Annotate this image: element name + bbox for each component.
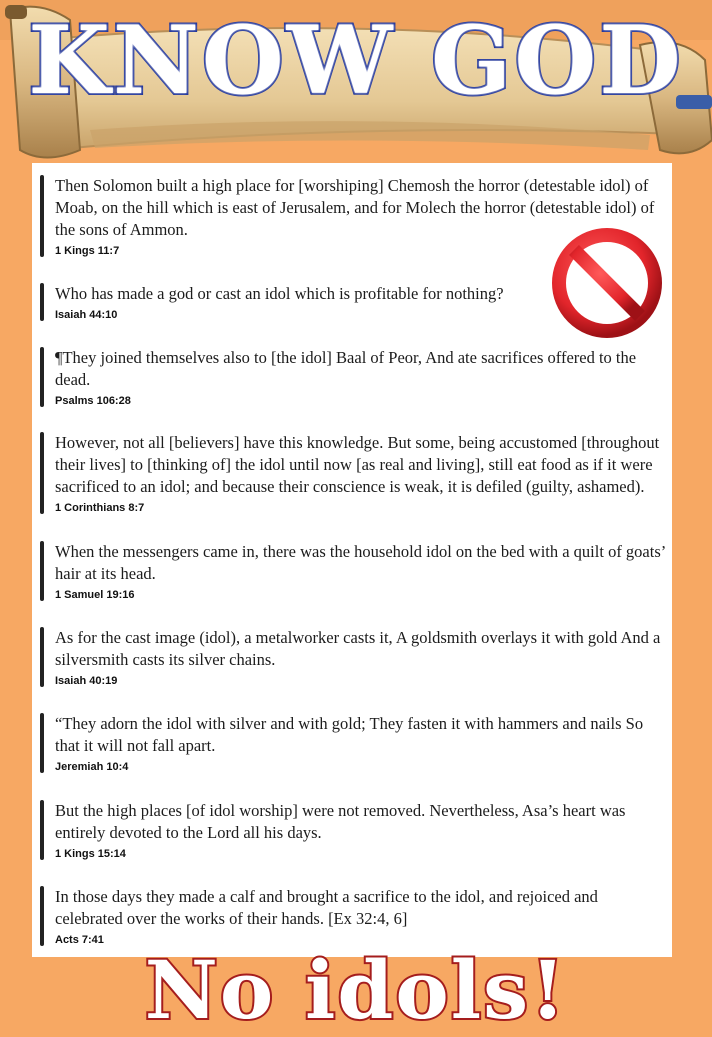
verse-item bbox=[40, 800, 666, 860]
verse-item bbox=[40, 541, 666, 601]
verse-reference: 1 Corinthians 8:7 bbox=[55, 502, 145, 514]
footer-slogan: No idols! bbox=[144, 943, 568, 1037]
verse-reference: 1 Samuel 19:16 bbox=[55, 589, 135, 601]
verse-item bbox=[40, 627, 666, 687]
verse-bar bbox=[40, 886, 44, 946]
verse-item bbox=[40, 283, 540, 321]
verse-bar bbox=[40, 175, 44, 257]
verse-reference: 1 Kings 11:7 bbox=[55, 245, 120, 257]
verse-text: In those days they made a calf and brought a sacrifice to the idol, and rejoiced and celebrated over the works of their hands. [Ex 32:4, 6] bbox=[55, 887, 598, 928]
verse-reference: Acts 7:41 bbox=[55, 934, 104, 946]
verse-bar bbox=[40, 713, 44, 773]
no-symbol-icon bbox=[547, 223, 667, 343]
verse-text: When the messengers came in, there was the household idol on the bed with a quilt of goats’ hair at its head. bbox=[55, 542, 666, 583]
verse-text: As for the cast image (idol), a metalworker casts it, A goldsmith overlays it with gold And a silversmith casts its silver chains. bbox=[55, 628, 661, 669]
verse-text: Then Solomon built a high place for [worshiping] Chemosh the horror (detestable idol) of Moab, on the hill which is east of Jerusalem, and for Molech the horror (detestable idol) of the sons of Ammon. bbox=[55, 176, 655, 239]
verse-item bbox=[40, 713, 666, 773]
verse-bar bbox=[40, 347, 44, 407]
verse-reference: Psalms 106:28 bbox=[55, 395, 131, 407]
verse-text: “They adorn the idol with silver and with gold; They fasten it with hammers and nails So that it will not fall apart. bbox=[55, 714, 644, 755]
verse-item bbox=[40, 886, 666, 946]
verse-reference: Isaiah 44:10 bbox=[55, 309, 118, 321]
verse-bar bbox=[40, 432, 44, 514]
verse-text: But the high places [of idol worship] were not removed. Nevertheless, Asa’s heart was entirely devoted to the Lord all his days. bbox=[55, 801, 626, 842]
verse-bar bbox=[40, 541, 44, 601]
verse-text: ¶They joined themselves also to [the idol] Baal of Peor, And ate sacrifices offered to the dead. bbox=[55, 348, 637, 389]
verse-text: Who has made a god or cast an idol which is profitable for nothing? bbox=[55, 284, 504, 303]
verse-reference: Isaiah 40:19 bbox=[55, 675, 118, 687]
verse-reference: 1 Kings 15:14 bbox=[55, 848, 126, 860]
verse-reference: Jeremiah 10:4 bbox=[55, 761, 129, 773]
verse-bar bbox=[40, 283, 44, 321]
page-title: KNOW GOD bbox=[28, 6, 684, 116]
verse-text: However, not all [believers] have this knowledge. But some, being accustomed [throughout their lives] to [thinking of] the idol until now [as real and living], still eat food as if it were sacrificed to an idol; and because their conscience is weak, it is defiled (guilty, ashamed). bbox=[55, 433, 660, 496]
verse-item bbox=[40, 432, 666, 514]
verse-bar bbox=[40, 627, 44, 687]
verse-bar bbox=[40, 800, 44, 860]
verse-item bbox=[40, 347, 666, 407]
